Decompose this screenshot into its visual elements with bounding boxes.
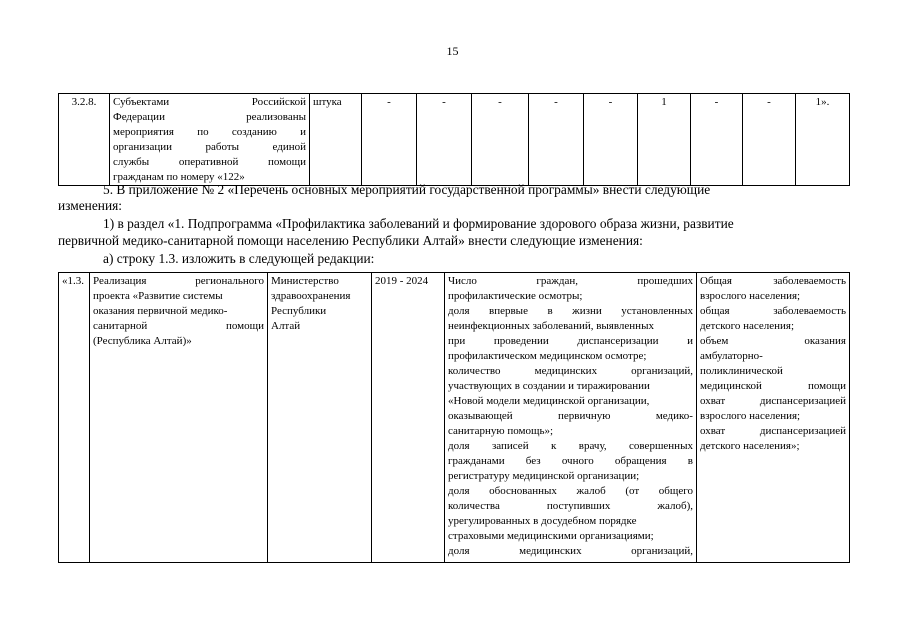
text-line bbox=[113, 125, 306, 140]
text-line: гражданам по номеру «122» bbox=[113, 171, 245, 183]
word: Общая bbox=[700, 275, 732, 287]
table-row bbox=[59, 94, 850, 186]
word: общего bbox=[658, 485, 693, 497]
text-line bbox=[700, 334, 846, 349]
text-line bbox=[448, 499, 693, 514]
table-row bbox=[59, 273, 850, 563]
word: граждан, bbox=[536, 275, 578, 287]
text-line bbox=[448, 454, 693, 469]
text-line bbox=[448, 439, 693, 454]
word: Реализация bbox=[93, 275, 147, 287]
text-line bbox=[448, 544, 693, 559]
word: охват bbox=[700, 395, 726, 407]
word: созданию bbox=[231, 126, 277, 138]
word: помощи bbox=[267, 156, 306, 168]
word: (от bbox=[625, 485, 640, 497]
results bbox=[697, 273, 850, 563]
value-cell: 1». bbox=[796, 94, 850, 186]
word: совершенных bbox=[629, 440, 693, 452]
page-number: 15 bbox=[446, 44, 459, 58]
word: Субъектами bbox=[113, 96, 170, 108]
word: гражданами bbox=[448, 455, 505, 467]
text-line: детского населения; bbox=[700, 320, 795, 332]
word: диспансеризацией bbox=[759, 425, 846, 437]
text-line bbox=[448, 364, 693, 379]
word: без bbox=[525, 455, 541, 467]
word: заболеваемость bbox=[773, 305, 846, 317]
text-line bbox=[700, 424, 846, 439]
word: доля bbox=[448, 485, 470, 497]
word: организации bbox=[113, 141, 173, 153]
executor bbox=[268, 273, 372, 563]
word: доля bbox=[448, 305, 470, 317]
text-line: Министерство bbox=[271, 275, 339, 287]
text-line: Республики bbox=[271, 305, 327, 317]
word: записей bbox=[491, 440, 529, 452]
word: врачу, bbox=[578, 440, 607, 452]
paragraph-a-line1: а) строку 1.3. изложить в следующей редакции: bbox=[103, 251, 375, 266]
word: при bbox=[448, 335, 466, 347]
paragraph-5-line1: 5. В приложение № 2 «Перечень основных мероприятий государственной программы» внести следующие bbox=[103, 182, 711, 197]
text-line: взрослого населения; bbox=[700, 290, 801, 302]
text-line bbox=[700, 304, 846, 319]
word: жизни bbox=[572, 305, 602, 317]
word: оказания bbox=[804, 335, 846, 347]
word: прошедших bbox=[637, 275, 693, 287]
text-line bbox=[113, 140, 306, 155]
word: диспансеризации bbox=[577, 335, 659, 347]
value-cell: - bbox=[362, 94, 417, 186]
word: санитарной bbox=[93, 320, 148, 332]
word: к bbox=[551, 440, 557, 452]
word: Федерации bbox=[113, 111, 165, 123]
text-line: профилактические осмотры; bbox=[448, 290, 583, 302]
value-cell: - bbox=[743, 94, 796, 186]
text-line: детского населения»; bbox=[700, 440, 800, 452]
paragraph-1-line1: 1) в раздел «1. Подпрограмма «Профилактика заболеваний и формирование здорового образа жизни, развитие bbox=[103, 216, 734, 231]
text-line: участвующих в создании и тиражировании bbox=[448, 380, 650, 392]
word: мероприятия bbox=[113, 126, 174, 138]
word: поступивших bbox=[546, 500, 611, 512]
text-line: неинфекционных заболеваний, выявленных bbox=[448, 320, 654, 332]
word: жалоб bbox=[576, 485, 606, 497]
text-line: «Новой модели медицинской организации, bbox=[448, 395, 650, 407]
word: количество bbox=[448, 365, 501, 377]
text-line bbox=[448, 484, 693, 499]
text-line: Алтай bbox=[271, 320, 301, 332]
word: доля bbox=[448, 440, 470, 452]
word: установленных bbox=[621, 305, 693, 317]
word: медицинских bbox=[519, 545, 582, 557]
row-number: «1.3. bbox=[59, 273, 90, 563]
table-row-1-3 bbox=[58, 272, 850, 563]
word: медицинских bbox=[534, 365, 598, 377]
table-previous-row bbox=[58, 93, 850, 186]
word: в bbox=[687, 455, 693, 467]
word: и bbox=[687, 335, 693, 347]
word: общая bbox=[700, 305, 730, 317]
text-line: поликлинической bbox=[700, 365, 783, 377]
word: работы bbox=[205, 141, 240, 153]
word: в bbox=[547, 305, 553, 317]
text-line bbox=[113, 155, 306, 170]
word: первичную bbox=[558, 410, 611, 422]
value-cell: 1 bbox=[638, 94, 691, 186]
value-cell: - bbox=[472, 94, 529, 186]
text-line bbox=[448, 334, 693, 349]
word: проведении bbox=[493, 335, 549, 347]
text-line: урегулированных в досудебном порядке bbox=[448, 515, 637, 527]
word: обращения bbox=[614, 455, 667, 467]
text-line bbox=[448, 409, 693, 424]
word: жалоб), bbox=[657, 500, 693, 512]
word: помощи bbox=[808, 380, 846, 392]
text-line: профилактическом медицинском осмотре; bbox=[448, 350, 647, 362]
value-cell: - bbox=[584, 94, 638, 186]
text-line: регистратуру медицинской организации; bbox=[448, 470, 640, 482]
value-cell: - bbox=[529, 94, 584, 186]
word: обоснованных bbox=[489, 485, 557, 497]
text-line bbox=[93, 274, 264, 289]
word: очного bbox=[561, 455, 594, 467]
word: единой bbox=[272, 141, 306, 153]
row-number: 3.2.8. bbox=[59, 94, 110, 186]
word: оперативной bbox=[178, 156, 239, 168]
word: оказывающей bbox=[448, 410, 513, 422]
event-description bbox=[90, 273, 268, 563]
text-line: амбулаторно- bbox=[700, 350, 763, 362]
row-unit: штука bbox=[310, 94, 362, 186]
word: Число bbox=[448, 275, 477, 287]
value-cell: - bbox=[691, 94, 743, 186]
word: организаций, bbox=[631, 545, 693, 557]
text-line bbox=[448, 304, 693, 319]
text-line: (Республика Алтай)» bbox=[93, 335, 192, 347]
word: впервые bbox=[489, 305, 528, 317]
text-line: оказания первичной медико- bbox=[93, 305, 228, 317]
word: регионального bbox=[195, 275, 264, 287]
paragraph-1-line2: первичной медико-санитарной помощи населению Республики Алтай» внести следующие изменения: bbox=[58, 233, 643, 248]
row-description bbox=[110, 94, 310, 186]
word: доля bbox=[448, 545, 470, 557]
value-cell: - bbox=[417, 94, 472, 186]
text-line: санитарную помощь»; bbox=[448, 425, 554, 437]
word: реализованы bbox=[246, 111, 306, 123]
text-line bbox=[113, 95, 306, 110]
word: медицинской bbox=[700, 380, 762, 392]
word: и bbox=[300, 126, 306, 138]
word: по bbox=[197, 126, 209, 138]
period: 2019 - 2024 bbox=[372, 273, 445, 563]
word: количества bbox=[448, 500, 500, 512]
word: охват bbox=[700, 425, 726, 437]
text-line bbox=[113, 110, 306, 125]
indicators bbox=[445, 273, 697, 563]
text-line bbox=[93, 319, 264, 334]
text-line bbox=[700, 394, 846, 409]
word: диспансеризацией bbox=[759, 395, 846, 407]
word: организаций, bbox=[631, 365, 693, 377]
text-line bbox=[448, 274, 693, 289]
text-line bbox=[700, 379, 846, 394]
word: помощи bbox=[226, 320, 264, 332]
word: заболеваемость bbox=[773, 275, 846, 287]
text-line bbox=[700, 274, 846, 289]
paragraph-5-line2: изменения: bbox=[58, 198, 123, 213]
text-line: страховыми медицинскими организациями; bbox=[448, 530, 654, 542]
word: медико- bbox=[655, 410, 693, 422]
text-line: взрослого населения; bbox=[700, 410, 801, 422]
word: Российской bbox=[251, 96, 306, 108]
text-line: здравоохранения bbox=[271, 290, 351, 302]
word: службы bbox=[113, 156, 150, 168]
text-line: проекта «Развитие системы bbox=[93, 290, 223, 302]
word: объем bbox=[700, 335, 729, 347]
